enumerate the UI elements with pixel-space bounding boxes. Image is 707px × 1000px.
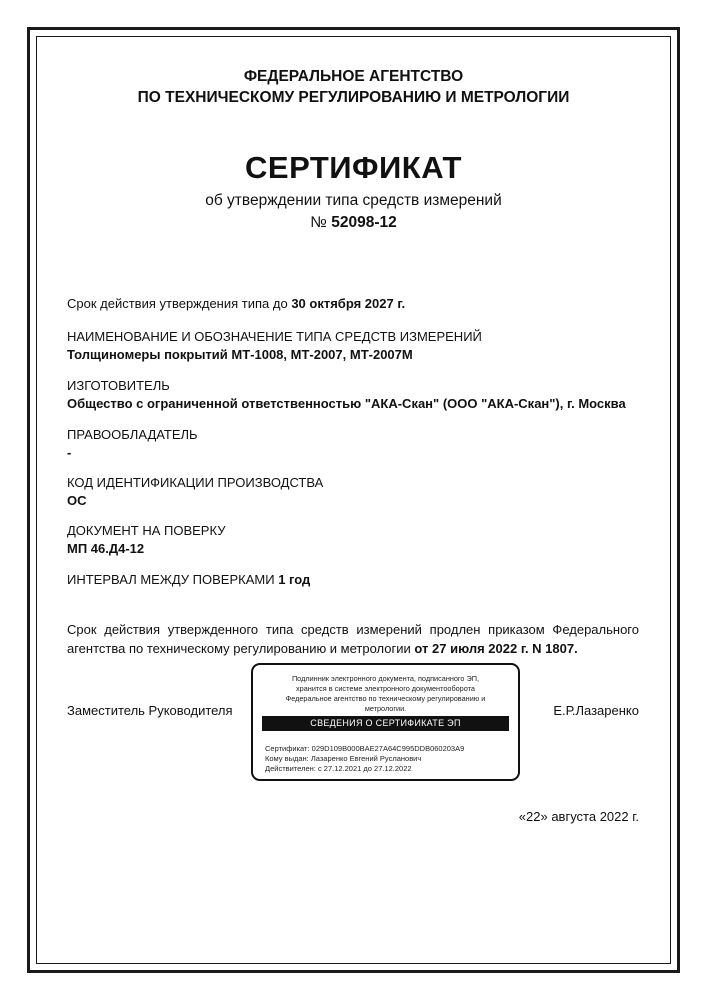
interval-value: 1 год — [278, 572, 311, 587]
extension-order: от 27 июля 2022 г. N 1807. — [414, 641, 578, 656]
field-rightholder — [67, 426, 198, 462]
stamp-header-line: Подлинник электронного документа, подписанного ЭП, — [291, 674, 480, 683]
field-type-name — [67, 328, 482, 364]
issue-date: «22» августа 2022 г. — [518, 809, 639, 824]
stamp-valid-value: с 27.12.2021 до 27.12.2022 — [317, 764, 412, 773]
stamp-issued-value: Лазаренко Евгений Русланович — [310, 754, 422, 763]
field-manufacturer — [67, 377, 626, 413]
stamp-valid-row — [265, 764, 464, 774]
field-value: МП 46.Д4-12 — [67, 541, 145, 556]
stamp-header-line: хранится в системе электронного документооборота — [296, 684, 475, 693]
signer-title: Заместитель Руководителя — [67, 703, 233, 718]
validity-label: Срок действия утверждения типа до — [67, 296, 288, 311]
stamp-title-bar: СВЕДЕНИЯ О СЕРТИФИКАТЕ ЭП — [262, 716, 509, 731]
field-label: КОД ИДЕНТИФИКАЦИИ ПРОИЗВОДСТВА — [67, 475, 324, 490]
stamp-details — [265, 744, 464, 774]
number-prefix: № — [310, 214, 327, 231]
stamp-header — [261, 674, 510, 714]
extension-paragraph — [67, 620, 639, 658]
stamp-issued-label: Кому выдан: — [265, 754, 309, 763]
field-value: ОС — [67, 493, 87, 508]
stamp-valid-label: Действителен: — [265, 764, 316, 773]
validity-line — [67, 295, 405, 313]
document-title: СЕРТИФИКАТ — [245, 150, 462, 185]
electronic-signature-stamp — [251, 663, 520, 781]
field-production-code — [67, 474, 323, 510]
field-value: - — [67, 445, 72, 460]
validity-value: 30 октября 2027 г. — [291, 296, 406, 311]
stamp-header-line: метрологии. — [364, 704, 407, 713]
field-value: Толщиномеры покрытий МТ-1008, МТ-2007, МТ-2007М — [67, 347, 413, 362]
agency-line-2: ПО ТЕХНИЧЕСКОМУ РЕГУЛИРОВАНИЮ И МЕТРОЛОГИИ — [137, 89, 570, 106]
signer-name: Е.Р.Лазаренко — [553, 703, 639, 718]
interval-label: ИНТЕРВАЛ МЕЖДУ ПОВЕРКАМИ — [67, 572, 275, 587]
field-label: ДОКУМЕНТ НА ПОВЕРКУ — [67, 523, 226, 538]
stamp-issued-row — [265, 754, 464, 764]
number-value: 52098-12 — [331, 214, 397, 231]
field-label: НАИМЕНОВАНИЕ И ОБОЗНАЧЕНИЕ ТИПА СРЕДСТВ ИЗМЕРЕНИЙ — [67, 329, 482, 344]
field-label: ПРАВООБЛАДАТЕЛЬ — [67, 427, 198, 442]
agency-line-1: ФЕДЕРАЛЬНОЕ АГЕНТСТВО — [243, 68, 464, 85]
extension-text: Срок действия утвержденного типа средств измерений продлен приказом Федерального агентства по техническому регулированию и метрологии — [67, 622, 639, 656]
field-value: Общество с ограниченной ответственностью "АКА-Скан" (ООО "АКА-Скан"), г. Москва — [67, 396, 626, 411]
field-label: ИЗГОТОВИТЕЛЬ — [67, 378, 170, 393]
stamp-cert-row — [265, 744, 464, 754]
document-subtitle: об утверждении типа средств измерений — [205, 192, 502, 209]
stamp-cert-value: 029D109B000BAE27A64C995DDB060203A9 — [311, 744, 465, 753]
field-verification-doc — [67, 522, 225, 558]
stamp-header-line: Федеральное агентство по техническому регулированию и — [285, 694, 486, 703]
certificate-number — [0, 214, 707, 232]
interval-line — [67, 571, 310, 589]
stamp-cert-label: Сертификат: — [265, 744, 310, 753]
agency-header — [0, 66, 707, 108]
